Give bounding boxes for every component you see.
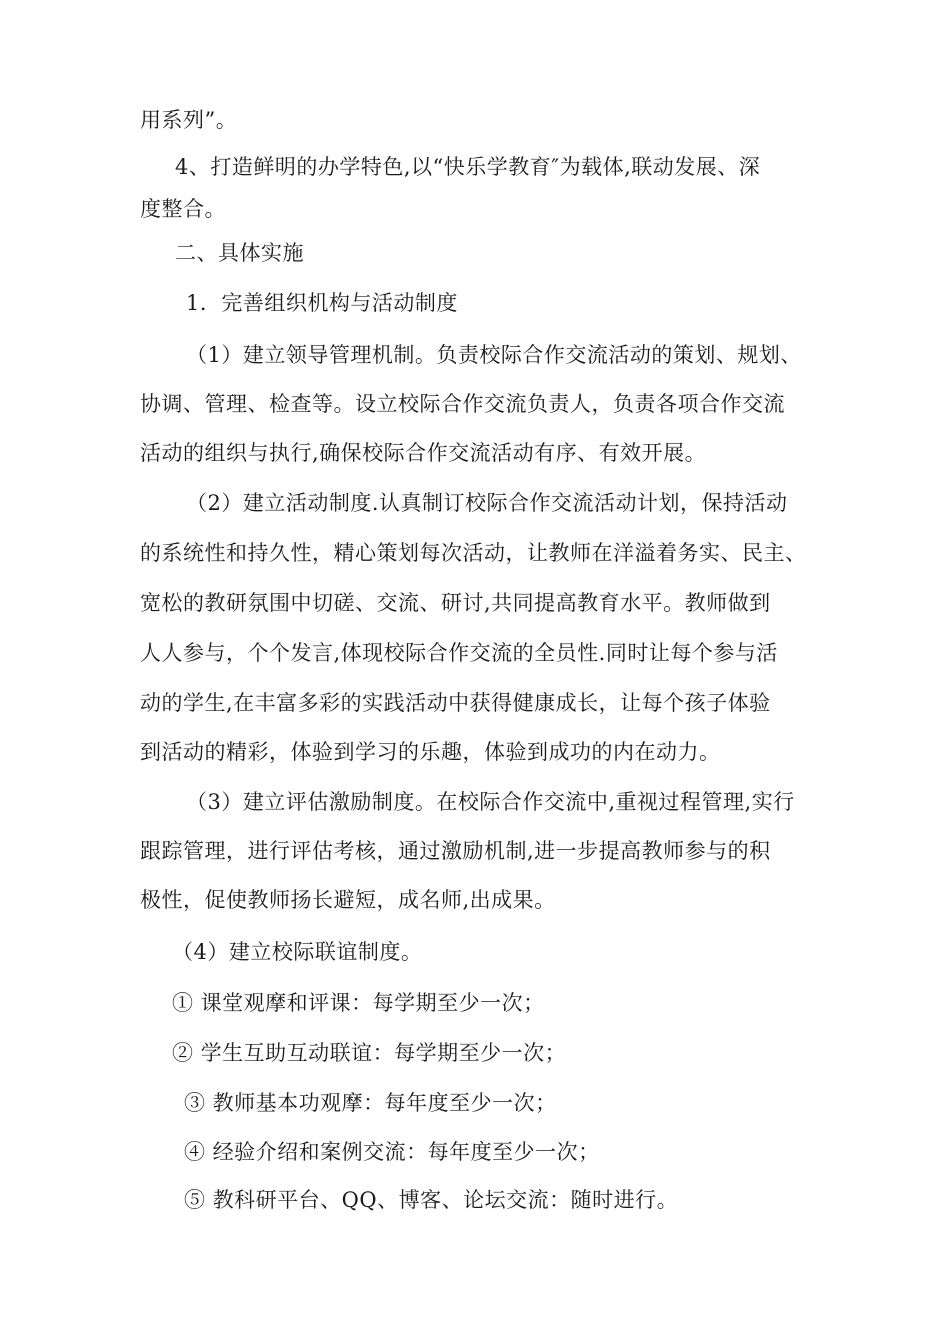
paragraph-line: 人人参与，个个发言,体现校际合作交流的全员性.同时让每个参与活 bbox=[140, 641, 778, 665]
subsection-heading: 1．完善组织机构与活动制度 bbox=[186, 291, 458, 315]
list-item: ④ 经验介绍和案例交流：每年度至少一次； bbox=[184, 1140, 600, 1164]
list-item: ② 学生互助互动联谊：每学期至少一次； bbox=[172, 1041, 567, 1065]
paragraph-line: （1）建立领导管理机制。负责校际合作交流活动的策划、规划、 bbox=[186, 343, 802, 367]
paragraph-line: 的系统性和持久性，精心策划每次活动，让教师在洋溢着务实、民主、 bbox=[140, 541, 807, 565]
paragraph-line: 宽松的教研氛围中切磋、交流、研讨,共同提高教育水平。教师做到 bbox=[140, 591, 771, 615]
list-item: ⑤ 教科研平台、QQ、博客、论坛交流：随时进行。 bbox=[184, 1188, 679, 1212]
list-item: ① 课堂观摩和评课：每学期至少一次； bbox=[172, 991, 545, 1015]
paragraph-line: 度整合。 bbox=[140, 197, 226, 221]
paragraph-line: 动的学生,在丰富多彩的实践活动中获得健康成长，让每个孩子体验 bbox=[140, 691, 771, 715]
paragraph-line: 极性，促使教师扬长避短，成名师,出成果。 bbox=[140, 888, 556, 912]
section-heading: 二、具体实施 bbox=[175, 241, 304, 265]
paragraph-line: 4、打造鲜明的办学特色,以“快乐学教育″为载体,联动发展、深 bbox=[175, 155, 761, 179]
paragraph-line: （2）建立活动制度.认真制订校际合作交流活动计划，保持活动 bbox=[186, 491, 788, 515]
paragraph-line: 到活动的精彩，体验到学习的乐趣，体验到成功的内在动力。 bbox=[140, 740, 721, 764]
paragraph-line: 协调、管理、检查等。设立校际合作交流负责人，负责各项合作交流 bbox=[140, 392, 785, 416]
paragraph-line: （3）建立评估激励制度。在校际合作交流中,重视过程管理,实行 bbox=[186, 790, 795, 814]
paragraph-line: 跟踪管理，进行评估考核，通过激励机制,进一步提高教师参与的积 bbox=[140, 839, 771, 863]
list-item: ③ 教师基本功观摩：每年度至少一次； bbox=[184, 1091, 557, 1115]
paragraph-line: 活动的组织与执行,确保校际合作交流活动有序、有效开展。 bbox=[140, 441, 707, 465]
paragraph-line: 用系列”。 bbox=[140, 108, 238, 132]
paragraph-line: （4）建立校际联谊制度。 bbox=[172, 940, 423, 964]
